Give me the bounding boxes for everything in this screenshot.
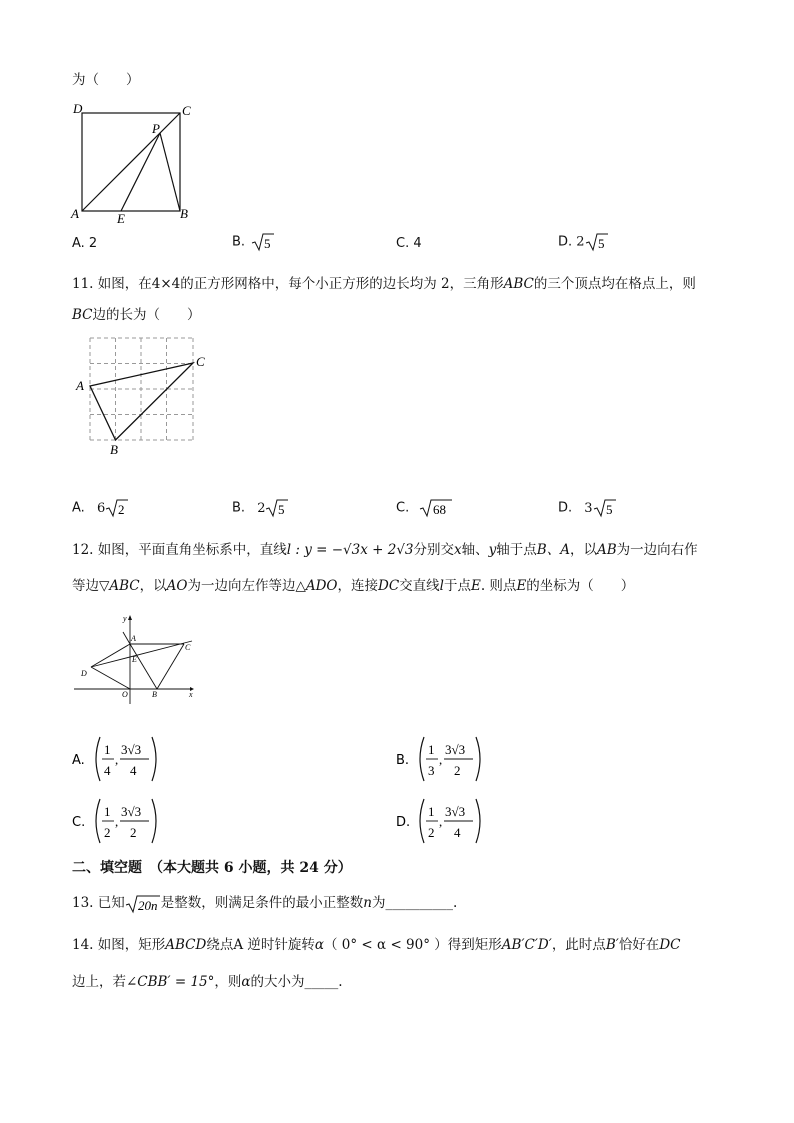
q11-text-tail: 的三个顶点均在格点上，则: [533, 276, 696, 292]
q11-var: ABC: [503, 276, 534, 292]
q14-var: α: [241, 974, 251, 990]
sqrt-symbol: [105, 498, 129, 518]
label-D: D: [81, 669, 87, 678]
q14-var: ABCD: [165, 937, 207, 953]
q10-option-c[interactable]: C. 4: [396, 236, 422, 251]
q13-text: .: [452, 895, 458, 911]
denominator: 2: [428, 825, 435, 840]
sqrt-symbol: [249, 232, 275, 252]
coefficient: 2: [257, 500, 266, 516]
q12-option-b[interactable]: [396, 732, 496, 790]
denominator: 4: [454, 825, 461, 840]
q14-text: 14. 如图，矩形: [72, 937, 166, 953]
q12-text: ，连接: [337, 578, 378, 594]
radicand: 20n: [137, 897, 158, 913]
q12-text: ，以: [569, 542, 597, 558]
coefficient: 3: [584, 500, 593, 516]
q14-text: .: [338, 974, 343, 990]
q12-var: B、A: [536, 542, 570, 558]
q12-text: 为一边向左作等边: [187, 578, 296, 594]
option-prefix: B.: [396, 753, 410, 768]
label-D: D: [73, 101, 83, 116]
q13-text: 13. 已知: [72, 895, 125, 911]
q14-line1: [72, 935, 680, 955]
sqrt-symbol: [419, 498, 453, 518]
q12-text: 轴、: [461, 542, 489, 558]
numerator: 3√3: [121, 742, 142, 757]
option-prefix: D.: [396, 815, 411, 830]
label-A: A: [131, 634, 136, 643]
q11-line1: [72, 274, 696, 294]
q12-var: l: [439, 578, 444, 594]
comma: ,: [115, 752, 119, 767]
q12-option-a[interactable]: [72, 732, 172, 790]
q13-text: 是整数，则满足条件的最小正整数: [160, 895, 364, 911]
answer-blank[interactable]: __________: [385, 895, 453, 911]
comma: ,: [439, 752, 443, 767]
q10-option-a[interactable]: A. 2: [72, 236, 98, 251]
q14-angle: ∠CBB′ = 15°: [126, 974, 215, 990]
numerator: 3√3: [121, 804, 142, 819]
q12-coordinate-figure: [72, 612, 202, 708]
label-C: C: [196, 354, 205, 369]
option-prefix: B.: [232, 500, 246, 516]
q11-text: 11. 如图，在4×4的正方形网格中，每个小正方形的边长均为 2，三角形: [72, 276, 504, 292]
q12-text: 轴于点: [496, 542, 537, 558]
q11-var: BC: [72, 307, 93, 323]
denominator: 3: [428, 763, 435, 778]
q14-text: 边上，若: [72, 974, 126, 990]
sqrt-symbol: [265, 498, 289, 518]
label-B: B: [152, 690, 157, 699]
q11-text-tail: 边的长为（ ）: [92, 307, 201, 323]
option-prefix: D.: [558, 500, 573, 516]
q12-text: 分别交: [413, 542, 455, 558]
q12-text: 为一边向右作: [616, 542, 698, 558]
q12-equation: l : y = −√3x + 2√3: [286, 542, 414, 558]
option-prefix: D.: [558, 234, 573, 250]
q12-var: AO: [166, 578, 188, 594]
radicand: 5: [605, 502, 613, 517]
q10-option-d[interactable]: [558, 232, 609, 253]
label-y: y: [123, 614, 127, 623]
label-B: B: [180, 206, 188, 221]
q11-grid-figure: [70, 330, 220, 460]
q12-text: 于点: [443, 578, 471, 594]
q14-text: 绕点A 逆时针旋转: [206, 937, 315, 953]
answer-blank[interactable]: _____: [304, 974, 339, 990]
q14-var: B′: [605, 937, 619, 953]
option-prefix: B.: [232, 234, 246, 250]
fraction-pair: [72, 732, 172, 786]
coefficient: 6: [96, 500, 106, 516]
label-C: C: [185, 643, 191, 652]
option-prefix: A.: [72, 753, 85, 768]
label-A: A: [71, 206, 79, 221]
q12-text: 交直线: [399, 578, 440, 594]
q12-var: E: [516, 578, 527, 594]
numerator: 3√3: [445, 742, 466, 757]
q14-var: α: [314, 937, 325, 953]
denominator: 2: [104, 825, 111, 840]
label-E: E: [132, 655, 137, 664]
section-heading: 二、填空题 （本大题共 6 小题，共 24 分）: [72, 860, 352, 876]
q12-text: 的坐标为（ ）: [526, 578, 635, 594]
numerator: 1: [428, 804, 435, 819]
denominator: 2: [454, 763, 461, 778]
q14-var: DC: [659, 937, 681, 953]
sqrt-symbol: [593, 498, 617, 518]
q12-var: DC: [378, 578, 400, 594]
q12-option-d[interactable]: [396, 794, 496, 852]
label-x: x: [189, 690, 193, 699]
radicand: 2: [118, 502, 125, 517]
numerator: 1: [428, 742, 435, 757]
q12-var: y: [488, 542, 497, 558]
option-prefix: A.: [72, 500, 85, 516]
label-A: A: [76, 378, 84, 393]
radicand: 5: [264, 236, 271, 251]
denominator: 4: [104, 763, 111, 778]
q11-option-a[interactable]: [72, 498, 129, 519]
label-E: E: [117, 211, 125, 226]
option-prefix: C.: [72, 815, 86, 830]
q11-option-c[interactable]: [396, 498, 453, 519]
q14-text: 恰好在: [618, 937, 660, 953]
q10-square-figure: [64, 98, 204, 228]
q14-var: AB′C′D′: [501, 937, 552, 953]
fraction-pair: [396, 732, 496, 786]
numerator: 1: [104, 742, 111, 757]
fraction-pair: [396, 794, 496, 848]
label-B: B: [110, 442, 118, 457]
q12-text: . 则点: [480, 578, 517, 594]
radicand: 5: [597, 236, 605, 251]
comma: ,: [115, 814, 119, 829]
q12-line2: [72, 576, 634, 596]
q11-line2: [72, 305, 201, 325]
q12-var: ▽ABC: [99, 578, 140, 594]
q13-text: 为: [371, 895, 386, 911]
coefficient: 2: [576, 234, 585, 250]
radicand: 68: [433, 502, 447, 517]
q12-var: △ADO: [295, 578, 338, 594]
q14-text: ，则: [214, 974, 242, 990]
label-P: P: [152, 121, 160, 136]
radicand: 5: [278, 502, 285, 517]
q12-var: E: [470, 578, 481, 594]
q12-text: ，以: [139, 578, 167, 594]
q12-option-c[interactable]: [72, 794, 172, 852]
fraction-pair: [72, 794, 172, 848]
numerator: 3√3: [445, 804, 466, 819]
q14-range: （ 0° < α < 90° ）: [324, 937, 448, 953]
comma: ,: [439, 814, 443, 829]
q12-line1: [72, 540, 698, 560]
q12-var: AB: [596, 542, 617, 558]
label-O: O: [122, 690, 128, 699]
q12-var: x: [454, 542, 462, 558]
q14-line2: [72, 972, 343, 992]
denominator: 4: [130, 763, 137, 778]
q13: [72, 893, 457, 914]
q12-text: 12. 如图，平面直角坐标系中，直线: [72, 542, 287, 558]
q10-option-b[interactable]: [232, 232, 275, 253]
q14-text: 的大小为: [250, 974, 305, 990]
q11-option-b[interactable]: [232, 498, 289, 519]
numerator: 1: [104, 804, 111, 819]
q14-text: 得到矩形: [447, 937, 502, 953]
q10-tail: 为（ ）: [72, 72, 140, 88]
q13-var: n: [363, 895, 372, 911]
q14-text: ，此时点: [551, 937, 606, 953]
denominator: 2: [130, 825, 137, 840]
sqrt-symbol: [585, 232, 609, 252]
q11-option-d[interactable]: [558, 498, 617, 519]
q12-text: 等边: [72, 578, 99, 594]
option-prefix: C.: [396, 500, 410, 516]
sqrt-symbol: [125, 894, 161, 914]
label-C: C: [182, 103, 191, 118]
